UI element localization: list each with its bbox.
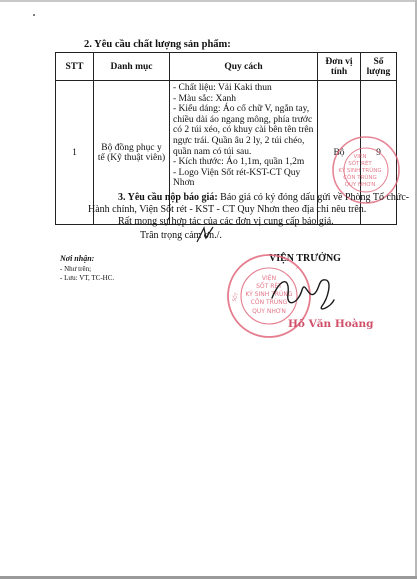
svg-text:KÝ SINH TRÙNG: KÝ SINH TRÙNG [245, 291, 293, 298]
svg-text:QUY NHƠN: QUY NHƠN [252, 308, 286, 315]
section-3-text-1: Báo giá có ký đóng dấu gửi về Phòng Tổ chức- [217, 192, 410, 203]
director-signature [268, 268, 338, 316]
initials-mark [194, 224, 216, 246]
svg-text:SỐT RÉT: SỐT RÉT [256, 283, 282, 290]
page-top-edge [0, 0, 417, 2]
svg-text:Y: Y [293, 265, 300, 272]
header-don-vi: Đơn vị tính [318, 53, 361, 81]
cell-so-luong: 9 [361, 81, 397, 225]
cell-don-vi: Bộ [318, 81, 361, 225]
section-3-label: 3. Yêu cầu nộp báo giá: [118, 192, 218, 203]
table-header-row [56, 53, 397, 81]
spec-style: - Kiểu dáng: Áo cổ chữ V, ngắn tay, chiều dài áo ngang mông, phía trước có 2 túi xéo, có khuy cài bên tên trên ngực trái. Quần âu 2 ly, 2 túi chéo, quần nam có túi sau. [173, 104, 314, 157]
director-title: VIỆN TRƯỞNG [269, 253, 341, 264]
section-3-line-1 [118, 192, 409, 204]
svg-text:SỐT: SỐT [232, 292, 241, 303]
svg-text:SỐT RÉT: SỐT RÉT [348, 161, 372, 167]
svg-text:KÝ SINH TRÙNG: KÝ SINH TRÙNG [338, 168, 382, 174]
header-danh-muc: Danh mục [94, 53, 170, 81]
header-quy-cach: Quy cách [170, 53, 318, 81]
signer-name: Hồ Văn Hoàng [288, 318, 374, 330]
svg-text:VIỆN: VIỆN [261, 275, 277, 282]
spec-logo: - Logo Viện Sốt rét-KST-CT Quy Nhơn [173, 167, 301, 189]
svg-text:CÔN TRÙNG: CÔN TRÙNG [250, 299, 288, 306]
spec-color: - Màu sắc: Xanh [173, 93, 237, 104]
spec-material: - Chất liệu: Vải Kaki thun [173, 83, 272, 93]
closing-thanks: Trân trọng cảm ơn./. [140, 230, 222, 241]
cell-stt: 1 [56, 81, 94, 225]
svg-text:QUY NHƠN: QUY NHƠN [344, 182, 376, 188]
recipients-title: Nơi nhận: [60, 254, 95, 263]
svg-text:CÔN TRÙNG: CÔN TRÙNG [343, 175, 377, 181]
cell-danh-muc: Bộ đồng phục y tế (Kỹ thuật viên) [94, 81, 170, 225]
section-3-line-2: Hành chính, Viện Sốt rét - KST - CT Quy Nhơn theo địa chỉ nêu trên. [88, 204, 367, 215]
recipient-item: - Lưu: VT, TC-HC. [60, 274, 115, 282]
section-3-line-3: Rất mong sự hợp tác của các đơn vị cung cấp báo giá. [118, 216, 334, 227]
header-stt: STT [56, 53, 94, 81]
svg-text:VIỆN: VIỆN [353, 154, 367, 160]
scan-speck [33, 14, 35, 16]
spec-size: - Kích thước: Áo 1,1m, quần 1,2m [173, 157, 305, 168]
recipient-item: - Như trên; [60, 265, 92, 273]
header-so-luong: Số lượng [361, 53, 397, 81]
section-2-title: 2. Yêu cầu chất lượng sản phẩm: [84, 39, 231, 50]
